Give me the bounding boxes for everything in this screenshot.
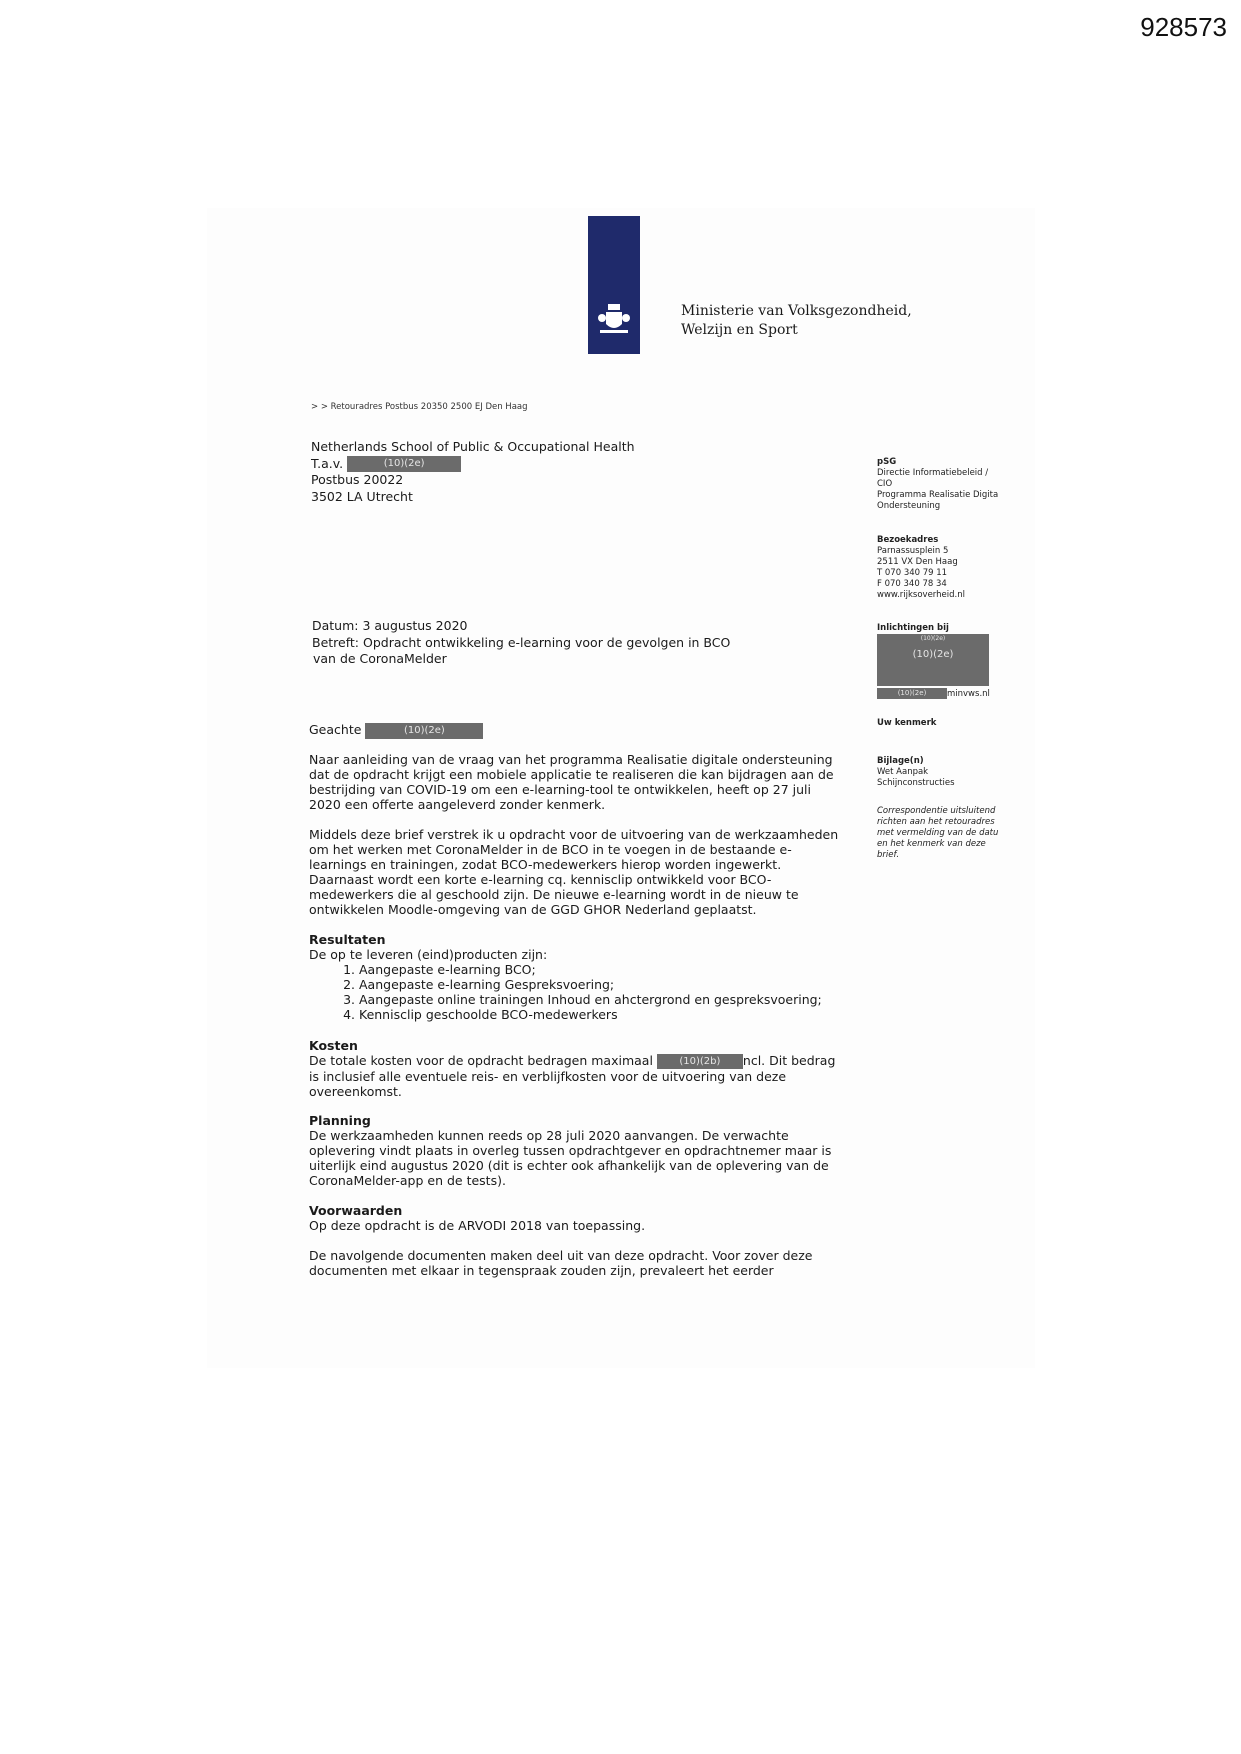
note-line: Correspondentie uitsluitend — [877, 806, 996, 816]
ministry-logo-bar — [588, 216, 640, 354]
dept-line: Ondersteuning — [877, 501, 941, 511]
redaction-box — [877, 634, 989, 686]
letter-meta — [312, 618, 730, 668]
text-line: medewerkers die al geschoold zijn. De nieuwe e-learning wordt in de nieuw te — [309, 887, 799, 902]
attachments-title: Bijlage(n) — [877, 756, 924, 766]
text-line: documenten met elkaar in tegenspraak zouden zijn, prevaleert het eerder — [309, 1263, 774, 1278]
note-line: met vermelding van de datu — [877, 828, 999, 838]
visit-line: T 070 340 79 11 — [877, 568, 948, 578]
visit-line: F 070 340 78 34 — [877, 579, 947, 589]
text-line: overeenkomst. — [309, 1084, 402, 1099]
info-email-suffix: minvws.nl — [947, 689, 990, 699]
document-number: 928573 — [1140, 12, 1227, 42]
salutation — [309, 722, 483, 739]
redaction-label: (10)(2e) — [912, 649, 954, 660]
section-planning — [309, 1113, 849, 1188]
ministry-line-1: Ministerie van Volksgezondheid, — [681, 303, 912, 319]
paragraph-assignment — [309, 827, 849, 917]
addressee-block — [311, 439, 635, 505]
text-line: om het werken met CoronaMelder in de BCO in te voegen in de bestaande e- — [309, 842, 792, 857]
results-list — [309, 962, 849, 1022]
redaction-label: (10)(2e) — [920, 635, 946, 642]
addressee-postbus: Postbus 20022 — [311, 472, 404, 487]
text-line: uiterlijk eind augustus 2020 (dit is echter ook afhankelijk van de oplevering van de — [309, 1158, 829, 1173]
text-line: oplevering vindt plaats in overleg tussen opdrachtgever en opdrachtnemer maar is — [309, 1143, 832, 1158]
text-line: De werkzaamheden kunnen reeds op 28 juli 2020 aanvangen. De verwachte — [309, 1128, 789, 1143]
visit-line: Parnassusplein 5 — [877, 546, 949, 556]
return-address: > > Retouradres Postbus 20350 2500 EJ Den Haag — [311, 402, 528, 412]
text-line: Op deze opdracht is de ARVODI 2018 van toepassing. — [309, 1218, 646, 1233]
addressee-org: Netherlands School of Public & Occupational Health — [311, 439, 635, 454]
paragraph-intro — [309, 752, 849, 812]
list-item: 3. Aangepaste online trainingen Inhoud en ahctergrond en gespreksvoering; — [359, 992, 849, 1007]
text-line: CoronaMelder-app en de tests). — [309, 1173, 506, 1188]
reference-title: Uw kenmerk — [877, 718, 937, 728]
text-line: 2020 een offerte aangeleverd zonder kenmerk. — [309, 797, 606, 812]
crest-icon — [596, 298, 632, 338]
attachment-line: Schijnconstructies — [877, 778, 955, 788]
sidebar-reference — [877, 718, 936, 729]
text-line: bestrijding van COVID-19 om een e-learning-tool te ontwikkelen, heeft op 27 juli — [309, 782, 811, 797]
text-line: Daarnaast wordt een korte e-learning cq. kennisclip ontwikkeld voor BCO- — [309, 872, 772, 887]
text-line: ontwikkelen Moodle-omgeving van de GGD GHOR Nederland geplaatst. — [309, 902, 757, 917]
dept-line: Programma Realisatie Digita — [877, 490, 999, 500]
note-line: en het kenmerk van deze — [877, 839, 986, 849]
section-kosten — [309, 1038, 849, 1099]
section-heading: Voorwaarden — [309, 1203, 403, 1218]
text-line: learnings en trainingen, zodat BCO-medewerkers hierop worden ingewerkt. — [309, 857, 782, 872]
attachment-line: Wet Aanpak — [877, 767, 929, 777]
text-line: Middels deze brief verstrek ik u opdracht voor de uitvoering van de werkzaamheden — [309, 827, 839, 842]
sidebar-visit-address — [877, 535, 965, 601]
list-item: 1. Aangepaste e-learning BCO; — [359, 962, 849, 977]
visit-title: Bezoekadres — [877, 535, 939, 545]
subject-line-1: Betreft: Opdracht ontwikkeling e-learning voor de gevolgen in BCO — [312, 634, 731, 650]
section-heading: Resultaten — [309, 932, 386, 947]
note-line: richten aan het retouradres — [877, 817, 995, 827]
visit-line: 2511 VX Den Haag — [877, 557, 958, 567]
dept-line: Directie Informatiebeleid / — [877, 468, 989, 478]
salutation-label: Geachte — [309, 722, 362, 737]
text-line: dat de opdracht krijgt een mobiele applicatie te realiseren die kan bijdragen aan de — [309, 767, 834, 782]
text-line: is inclusief alle eventuele reis- en verblijfkosten voor de uitvoering van deze — [309, 1069, 787, 1084]
spacer — [309, 1233, 849, 1248]
list-item: 2. Aangepaste e-learning Gespreksvoering; — [359, 977, 849, 992]
text-line: Naar aanleiding van de vraag van het programma Realisatie digitale ondersteuning — [309, 752, 833, 767]
section-heading: Kosten — [309, 1038, 358, 1053]
section-resultaten — [309, 932, 849, 1022]
text-line — [309, 1053, 849, 1069]
text-fragment: ncl. Dit bedrag — [742, 1053, 836, 1068]
redaction-box: (10)(2e) — [347, 456, 461, 472]
redaction-box: (10)(2e) — [877, 688, 947, 699]
info-title: Inlichtingen bij — [877, 623, 949, 633]
redaction-box: (10)(2b) — [657, 1054, 743, 1069]
text-line: De navolgende documenten maken deel uit van deze opdracht. Voor zover deze — [309, 1248, 813, 1263]
section-voorwaarden — [309, 1203, 849, 1278]
sidebar-note — [877, 806, 998, 861]
text-fragment: De totale kosten voor de opdracht bedragen maximaal — [309, 1053, 653, 1068]
note-line: brief. — [877, 850, 900, 860]
sidebar-info — [877, 623, 990, 700]
tav-label: T.a.v. — [311, 455, 344, 471]
dept-line: CIO — [877, 479, 893, 489]
list-item: 4. Kennisclip geschoolde BCO-medewerkers — [359, 1007, 849, 1022]
dept-title: pSG — [877, 457, 897, 467]
addressee-city: 3502 LA Utrecht — [311, 488, 413, 504]
sidebar-attachments — [877, 756, 955, 789]
text-line: De op te leveren (eind)producten zijn: — [309, 947, 548, 962]
subject-line-2: van de CoronaMelder — [313, 651, 447, 666]
visit-line: www.rijksoverheid.nl — [877, 590, 965, 600]
ministry-name — [681, 302, 912, 340]
redaction-box: (10)(2e) — [365, 723, 483, 739]
addressee-tav — [311, 456, 635, 473]
sidebar-department — [877, 457, 998, 512]
section-heading: Planning — [309, 1113, 371, 1128]
date-line: Datum: 3 augustus 2020 — [312, 618, 468, 633]
ministry-line-2: Welzijn en Sport — [681, 322, 798, 338]
